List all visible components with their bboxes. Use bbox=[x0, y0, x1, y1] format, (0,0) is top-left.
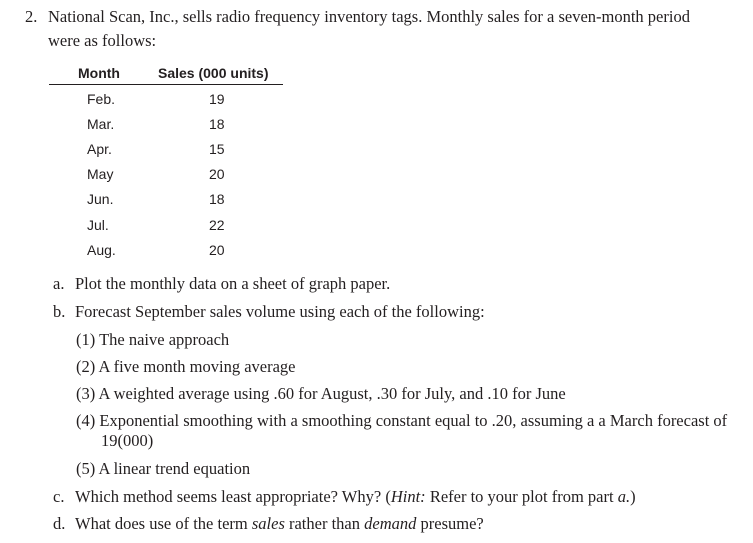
month-cell: May bbox=[87, 166, 114, 182]
table-header-rule bbox=[49, 84, 283, 85]
term-sales: sales bbox=[251, 514, 285, 533]
part-b1: (1) The naive approach bbox=[76, 330, 230, 349]
part-d-label: d. bbox=[53, 514, 66, 533]
problem-number: 2. bbox=[25, 7, 38, 26]
part-b-label: b. bbox=[53, 302, 66, 321]
month-cell: Mar. bbox=[87, 116, 115, 132]
part-b-text: Forecast September sales volume using each of the following: bbox=[75, 302, 485, 321]
sales-cell: 22 bbox=[209, 217, 225, 233]
month-cell: Aug. bbox=[87, 242, 116, 258]
part-b2: (2) A five month moving average bbox=[76, 357, 296, 376]
sales-cell: 15 bbox=[209, 141, 225, 157]
month-cell: Jul. bbox=[87, 217, 109, 233]
sales-cell: 19 bbox=[209, 91, 225, 107]
sales-cell: 20 bbox=[209, 166, 225, 182]
part-b4-line1: (4) Exponential smoothing with a smoothing constant equal to .20, assuming a a March forecast of bbox=[76, 411, 728, 430]
column-header-sales: Sales (000 units) bbox=[158, 65, 269, 81]
term-demand: demand bbox=[364, 514, 417, 533]
part-c-label: c. bbox=[53, 487, 65, 506]
column-header-month: Month bbox=[78, 65, 120, 81]
problem-intro-line1: National Scan, Inc., sells radio frequency inventory tags. Monthly sales for a seven-month period bbox=[48, 7, 690, 26]
sales-cell: 18 bbox=[209, 191, 225, 207]
part-d-text: What does use of the term sales rather than demand presume? bbox=[75, 514, 484, 533]
part-a-text: Plot the monthly data on a sheet of graph paper. bbox=[75, 274, 391, 293]
month-cell: Apr. bbox=[87, 141, 112, 157]
month-cell: Feb. bbox=[87, 91, 116, 107]
hint-label: Hint: bbox=[390, 487, 426, 506]
sales-cell: 18 bbox=[209, 116, 225, 132]
part-c-text: Which method seems least appropriate? Why? (Hint: Refer to your plot from part a.) bbox=[75, 487, 636, 506]
sales-cell: 20 bbox=[209, 242, 225, 258]
problem-intro-line2: were as follows: bbox=[48, 31, 157, 50]
part-b3: (3) A weighted average using .60 for August, .30 for July, and .10 for June bbox=[76, 384, 566, 403]
month-cell: Jun. bbox=[87, 191, 114, 207]
part-a-reference: a. bbox=[617, 487, 631, 506]
part-b5: (5) A linear trend equation bbox=[76, 459, 251, 478]
part-a-label: a. bbox=[53, 274, 65, 293]
part-b4-line2: 19(000) bbox=[101, 431, 154, 450]
